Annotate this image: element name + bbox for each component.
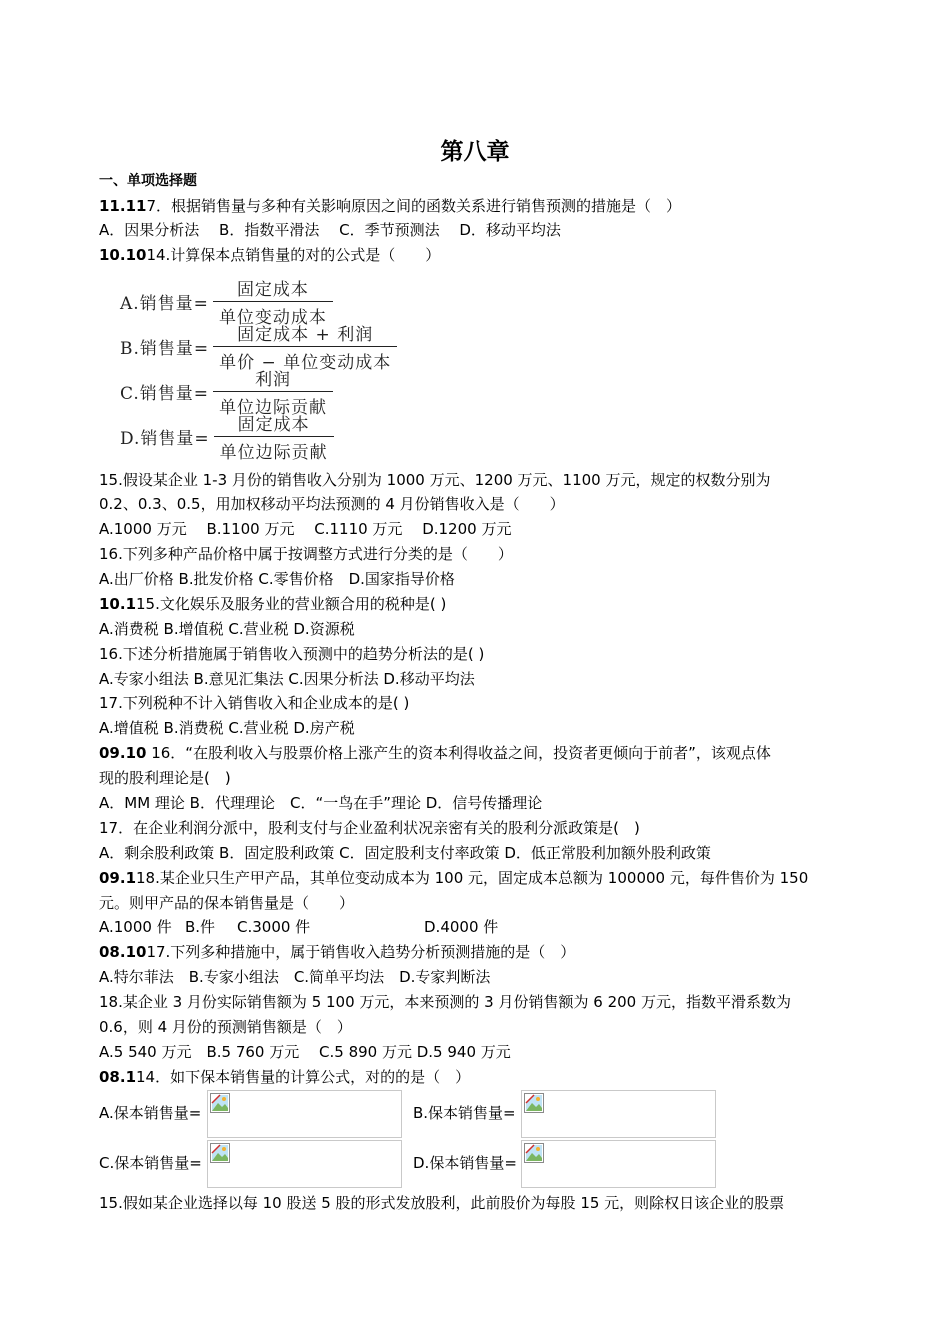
question-10-line-2: 元。则甲产品的保本销售量是（ ） xyxy=(99,894,355,912)
question-tag: 10.10 xyxy=(99,246,147,264)
formula-denominator: 单位边际贡献 xyxy=(214,436,334,463)
question-10-option-b: B.件 xyxy=(185,918,216,936)
question-13-option-a: A.保本销售量= xyxy=(99,1104,202,1122)
question-11 xyxy=(99,942,575,962)
formula-numerator: 利润 xyxy=(255,370,292,390)
question-tag: 08.10 xyxy=(99,943,147,961)
question-11-options: A.特尔菲法 B.专家小组法 C.简单平均法 D.专家判断法 xyxy=(99,968,491,986)
formula-d xyxy=(120,410,334,463)
question-text: 7．根据销售量与多种有关影响原因之间的函数关系进行销售预测的措施是（ ） xyxy=(146,197,682,215)
question-3-options: A.1000 万元 B.1100 万元 C.1110 万元 D.1200 万元 xyxy=(99,520,512,538)
question-text: 17.下列多种措施中，属于销售收入趋势分析预测措施的是（ ） xyxy=(146,943,576,961)
question-3-line-2: 0.2、0.3、0.5，用加权移动平均法预测的 4 月份销售收入是（ ） xyxy=(99,495,565,513)
broken-image-icon xyxy=(524,1143,544,1163)
question-4-options: A.出厂价格 B.批发价格 C.零售价格 D.国家指导价格 xyxy=(99,570,455,588)
question-12-line-1: 18.某企业 3 月份实际销售额为 5 100 万元，本来预测的 3 月份销售额为 6 200 万元，指数平滑系数为 xyxy=(99,993,791,1011)
question-13-option-b: B.保本销售量= xyxy=(413,1104,516,1122)
formula-lhs: B.销售量= xyxy=(120,339,210,359)
question-7: 17.下列税种不计入销售收入和企业成本的是( ) xyxy=(99,694,410,712)
formula-numerator: 固定成本 xyxy=(236,280,309,300)
question-13 xyxy=(99,1067,470,1087)
question-tag: 09.1 xyxy=(99,869,137,887)
formula-lhs: A.销售量= xyxy=(120,294,209,314)
question-6-options: A.专家小组法 B.意见汇集法 C.因果分析法 D.移动平均法 xyxy=(99,670,475,688)
formula-denominator: 单位边际贡献 xyxy=(213,391,333,418)
formula-numerator: 固定成本 + 利润 xyxy=(237,325,374,345)
question-3-line-1: 15.假设某企业 1-3 月份的销售收入分别为 1000 万元、1200 万元、1100 万元，规定的权数分别为 xyxy=(99,471,771,489)
broken-image-icon xyxy=(210,1143,230,1163)
formula-image-placeholder xyxy=(207,1140,402,1188)
question-10 xyxy=(99,868,808,888)
chapter-title: 第八章 xyxy=(440,138,510,165)
formula-numerator: 固定成本 xyxy=(237,415,310,435)
question-8-options: A．MM 理论 B．代理理论 C．“一鸟在手”理论 D．信号传播理论 xyxy=(99,794,543,812)
question-2 xyxy=(99,245,440,265)
question-12-options: A.5 540 万元 B.5 760 万元 C.5 890 万元 D.5 940 万元 xyxy=(99,1043,511,1061)
broken-image-icon xyxy=(210,1093,230,1113)
question-1-options: A．因果分析法 B．指数平滑法 C．季节预测法 D．移动平均法 xyxy=(99,221,561,239)
formula-lhs: D.销售量= xyxy=(120,429,210,449)
question-tag: 11.11 xyxy=(99,197,147,215)
question-8 xyxy=(99,743,771,763)
question-9: 17．在企业利润分派中，股利支付与企业盈利状况亲密有关的股利分派政策是( ) xyxy=(99,819,640,837)
question-5 xyxy=(99,594,446,614)
question-10-option-a: A.1000 件 xyxy=(99,918,172,936)
formula-image-placeholder xyxy=(521,1140,716,1188)
question-8-line-2: 现的股利理论是( ) xyxy=(99,769,231,787)
formula-lhs: C.销售量= xyxy=(120,384,210,404)
question-10-option-c: C.3000 件 xyxy=(237,918,311,936)
question-text: 14.计算保本点销售量的对的公式是（ ） xyxy=(146,246,441,264)
question-text: 18.某企业只生产甲产品，其单位变动成本为 100 元，固定成本总额为 100000 元，每件售价为 150 xyxy=(136,869,809,887)
question-6: 16.下述分析措施属于销售收入预测中的趋势分析法的是( ) xyxy=(99,645,485,663)
section-heading: 一、单项选择题 xyxy=(99,173,197,189)
formula-fraction xyxy=(214,410,334,463)
formula-image-placeholder xyxy=(207,1090,402,1138)
question-text: 15.文化娱乐及服务业的营业额合用的税种是( ) xyxy=(136,595,447,613)
question-7-options: A.增值税 B.消费税 C.营业税 D.房产税 xyxy=(99,719,355,737)
broken-image-icon xyxy=(524,1093,544,1113)
question-1 xyxy=(99,196,681,216)
formula-image-placeholder xyxy=(521,1090,716,1138)
question-9-options: A．剩余股利政策 B．固定股利政策 C．固定股利支付率政策 D．低正常股利加额外股利政策 xyxy=(99,844,711,862)
question-10-option-d: D.4000 件 xyxy=(424,918,499,936)
question-text: 14．如下保本销售量的计算公式，对的的是（ ） xyxy=(136,1068,471,1086)
question-4: 16.下列多种产品价格中属于按调整方式进行分类的是（ ） xyxy=(99,545,513,563)
question-tag: 10.1 xyxy=(99,595,137,613)
formula-denominator: 单价 − 单位变动成本 xyxy=(213,346,397,373)
question-14: 15.假如某企业选择以每 10 股送 5 股的形式发放股利，此前股价为每股 15 元，则除权日该企业的股票 xyxy=(99,1194,785,1212)
question-tag: 09.10 xyxy=(99,744,147,762)
question-13-option-d: D.保本销售量= xyxy=(413,1154,517,1172)
question-tag: 08.1 xyxy=(99,1068,137,1086)
question-13-option-c: C.保本销售量= xyxy=(99,1154,202,1172)
question-text: 16．“在股利收入与股票价格上涨产生的资本利得收益之间，投资者更倾向于前者”，该观点体 xyxy=(146,744,771,762)
question-5-options: A.消费税 B.增值税 C.营业税 D.资源税 xyxy=(99,620,355,638)
question-12-line-2: 0.6，则 4 月份的预测销售额是（ ） xyxy=(99,1018,352,1036)
formula-denominator: 单位变动成本 xyxy=(213,301,333,328)
